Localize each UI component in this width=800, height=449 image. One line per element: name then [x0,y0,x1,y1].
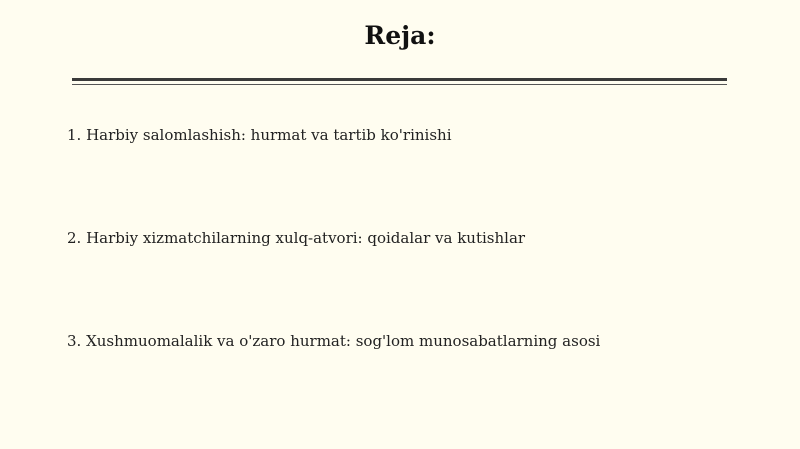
title-divider-thin [72,84,727,85]
slide-title: Reja: [364,21,436,50]
plan-item-2: 2. Harbiy xizmatchilarning xulq-atvori: qoidalar va kutishlar [67,229,526,247]
title-divider-thick [72,78,727,81]
plan-item-3: 3. Xushmuomalalik va o'zaro hurmat: sog'lom munosabatlarning asosi [67,332,601,350]
plan-item-1: 1. Harbiy salomlashish: hurmat va tartib ko'rinishi [67,126,452,144]
